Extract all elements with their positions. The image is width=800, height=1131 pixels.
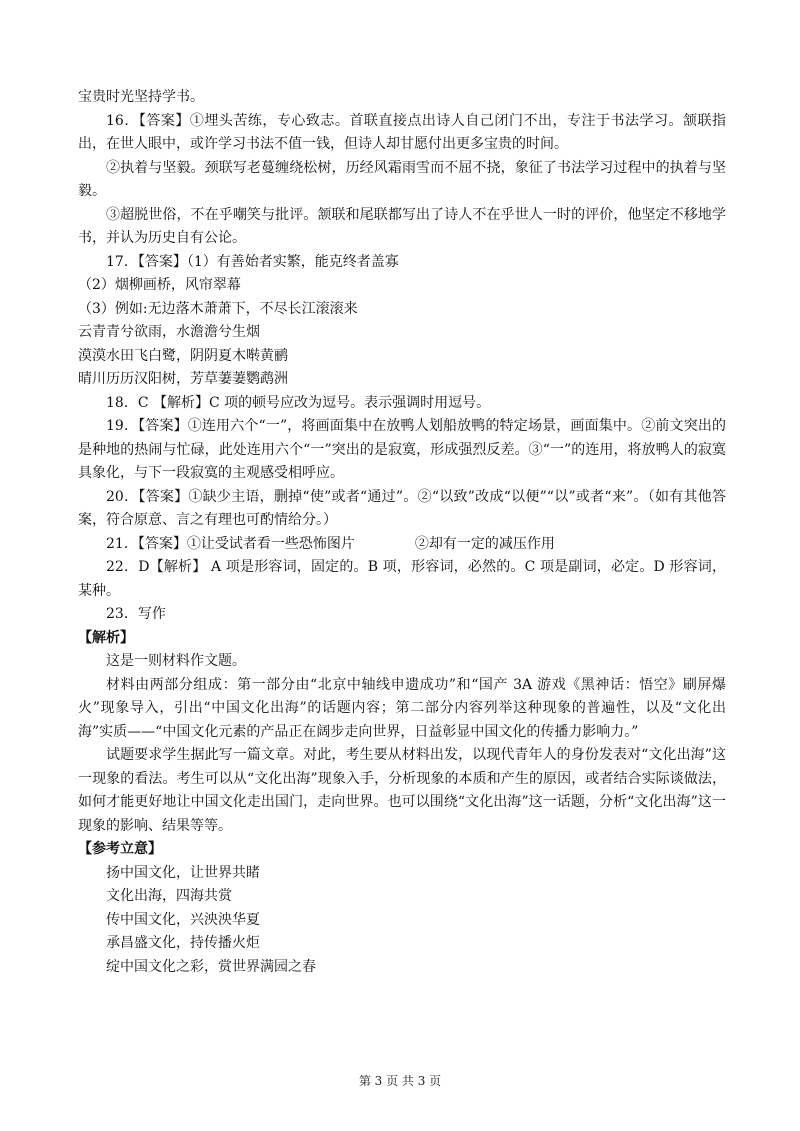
- poem-line: 漠漠水田飞白鹭，阴阴夏木啭黄鹂: [78, 347, 288, 364]
- answer-20: 20．【答案】①缺少主语，删掉“使”或者“通过”。②“以致”改成“以便”“以”或者“来”。（如有其他答案，符合原意、言之有理也可酌情给分。）: [78, 488, 726, 528]
- answer-21: [78, 533, 726, 557]
- analysis-heading: 【解析】: [78, 629, 134, 646]
- text-line: 宝贵时光坚持学书。: [78, 89, 204, 105]
- page-footer: 第 3 页 共 3 页: [358, 1074, 442, 1088]
- answer-16-point-3: ③超脱世俗，不在乎嘲笑与批评。颔联和尾联都写出了诗人不在乎世人一时的评价，他坚定不移地学书，并认为历史自有公论。: [78, 206, 726, 246]
- answer-16-point-1: 16．【答案】①埋头苦练，专心致志。首联直接点出诗人自己闭门不出，专注于书法学习。颔联指出，在世人眼中，或许学习书法不值一钱，但诗人却甘愿付出更多宝贵的时间。: [78, 112, 726, 152]
- question-23-title: 23．写作: [106, 606, 166, 622]
- answer-18: 18．C 【解析】C 项的顿号应改为逗号。表示强调时用逗号。: [106, 394, 491, 411]
- reference-idea: 扬中国文化，让世界共睹: [106, 864, 260, 881]
- analysis-paragraph: 试题要求学生据此写一篇文章。对此，考生要从材料出发，以现代青年人的身份发表对“文化出海”这一现象的看法。考生可以从“文化出海”现象入手，分析现象的本质和产生的原因，或者结合实际谈做法，如何才能更好地让中国文化走出国门，走向世界。也可以围绕“文化出海”这一话题，分析“文化出海”这一现象的影响、结果等等。: [78, 747, 726, 834]
- answer-17-part-3: （3）例如:无边落木萧萧下，不尽长江滚滚来: [78, 300, 358, 317]
- answer-21-part-1: 21．【答案】①让受试者看一些恐怖图片: [106, 535, 355, 552]
- analysis-paragraph: 这是一则材料作文题。: [106, 653, 246, 669]
- answer-17-part-2: （2）烟柳画桥，风帘翠幕: [78, 277, 241, 293]
- reference-ideas-heading: 【参考立意】: [78, 841, 162, 857]
- analysis-paragraph: 材料由两部分组成：第一部分由“北京中轴线申遗成功”和“国产 3A 游戏《黑神话：悟空》刷屏爆火”现象导入，引出“中国文化出海”的话题内容；第二部分内容列举这种现象的普遍性，以及“文化出海”实质——“中国文化元素的产品正在阔步走向世界，日益彰显中国文化的传播力影响力。”: [78, 676, 726, 740]
- poem-line: 云青青兮欲雨，水澹澹兮生烟: [78, 324, 260, 340]
- page-content: [78, 86, 726, 979]
- reference-idea: 承昌盛文化，持传播火炬: [106, 935, 260, 951]
- reference-idea: 绽中国文化之彩，赏世界满园之春: [106, 958, 316, 975]
- answer-22: 22．D【解析】 A 项是形容词，固定的。B 项，形容词，必然的。C 项是副词，必定。D 形容词，某种。: [78, 559, 726, 599]
- answer-19: 19．【答案】①连用六个“一”，将画面集中在放鸭人划船放鸭的特定场景，画面集中。②前文突出的是种地的热闹与忙碌，此处连用六个“一”突出的是寂寞，形成强烈反差。③“一”的连用，将放鸭人的寂寞具象化，与下一段寂寞的主观感受相呼应。: [78, 418, 726, 481]
- poem-line: 晴川历历汉阳树，芳草萋萋鹦鹉洲: [78, 371, 288, 387]
- answer-17-part-1: 17．【答案】（1）有善始者实繁，能克终者盖寡: [106, 253, 399, 270]
- answer-16-point-2: ②执着与坚毅。颈联写老蔓缠绕松树，历经风霜雨雪而不屈不挠，象征了书法学习过程中的执着与坚毅。: [78, 159, 726, 199]
- reference-idea: 文化出海，四海共赏: [106, 888, 232, 904]
- answer-21-part-2: ②却有一定的减压作用: [414, 535, 555, 552]
- reference-idea: 传中国文化，兴泱泱华夏: [106, 911, 260, 928]
